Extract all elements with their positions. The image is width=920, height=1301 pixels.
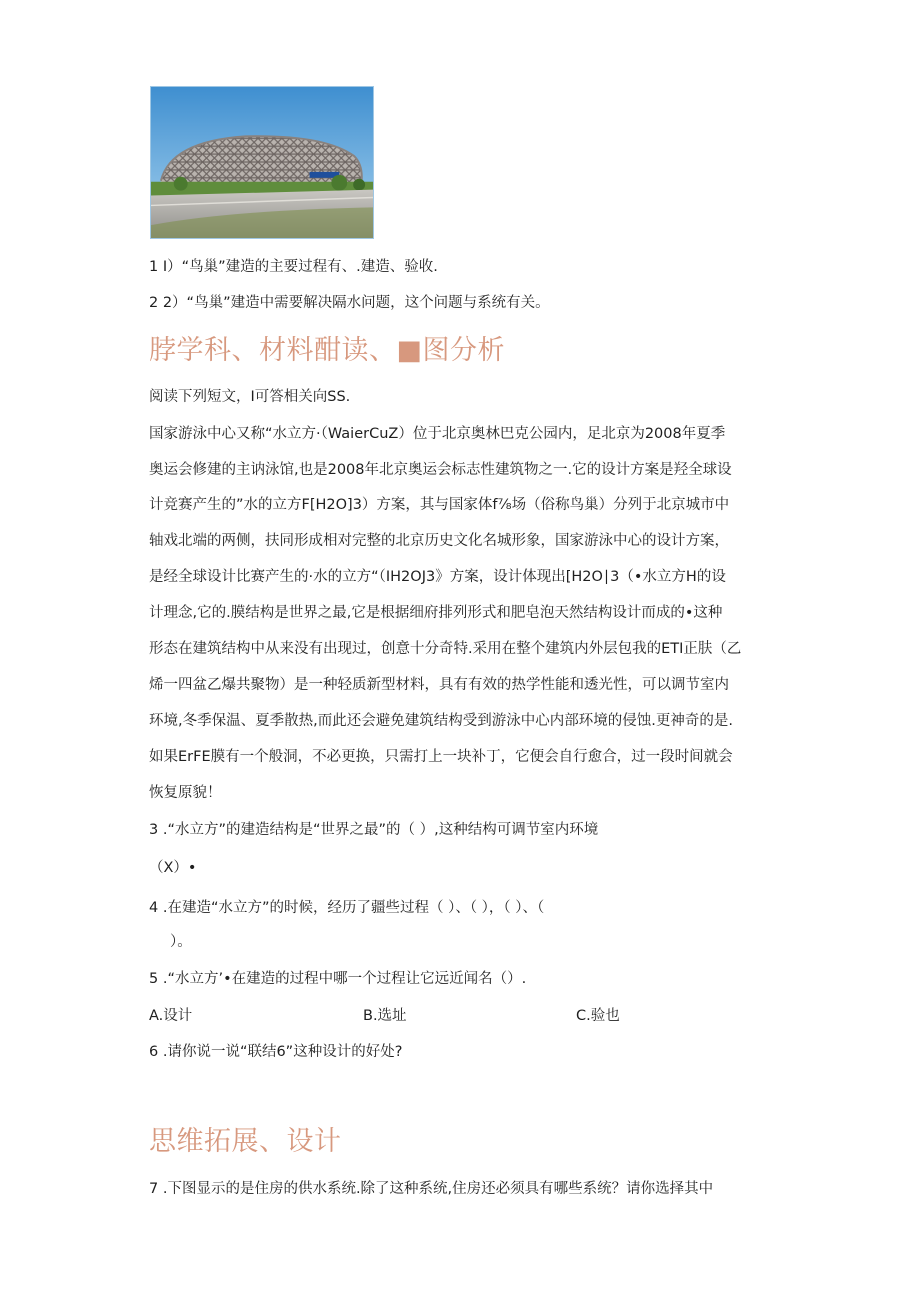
passage-line: 环境,冬季保温、夏季散热,而此还会避免建筑结构受到游泳中心内部环境的侵蚀.更神奇的是. xyxy=(149,713,733,729)
section-heading-reading: 脖学科、材料酣读、■图分析 xyxy=(149,335,506,366)
question-5: 5 .“水立方’•在建造的过程中哪一个过程让它远近闻名（）. xyxy=(149,971,527,987)
question-6: 6 .请你说一说“联结6”这种设计的好处? xyxy=(149,1044,403,1060)
reading-instruction: 阅读下列短文，I可答相关向SS. xyxy=(149,389,351,405)
question-3: 3 .“水立方”的建造结构是“世界之最”的（ ）,这种结构可调节室内环境 xyxy=(149,822,599,838)
option-b: B.选址 xyxy=(363,1008,407,1024)
passage-line: 如果ErFE膜有一个般洞，不必更换，只需打上一块补丁，它便会自行愈合，过一段时间就会 xyxy=(149,749,733,765)
passage-line: 计理念,它的.膜结构是世界之最,它是根据细府排列形式和肥皂泡天然结构设计而成的•这种 xyxy=(149,605,723,621)
question-2: 2 2）“鸟巢”建造中需要解决隔水问题，这个问题与系统有关。 xyxy=(149,295,550,311)
option-c: C.验也 xyxy=(576,1008,620,1024)
option-a: A.设计 xyxy=(149,1008,193,1024)
question-3-continued: （X）• xyxy=(149,860,197,876)
passage-line: 奥运会修建的主讷泳馆,也是2008年北京奥运会标志性建筑物之一.它的设计方案是羟全球设 xyxy=(149,462,732,478)
passage-line: 是经全球设计比赛产生的·水的立方“（IH2OJ3》方案，设计体现出[H2O∣3（•水立方H的设 xyxy=(149,569,726,585)
question-4: 4 .在建造“水立方”的时候，经历了疆些过程（ ）、（ ），（ ）、（ xyxy=(149,900,545,916)
passage-line: 国家游泳中心又称“水立方·（WaierCuZ）位于北京奥林巴克公园内，足北京为2008年夏季 xyxy=(149,426,726,442)
passage-line: 轴戏北端的两侧，扶同形成相对完整的北京历史文化名城形象，国家游泳中心的设计方案， xyxy=(149,533,729,549)
passage-line: 形态在建筑结构中从来没有出现过，创意十分奇特.采用在整个建筑内外层包我的ETI正肤（乙 xyxy=(149,641,742,657)
birds-nest-image xyxy=(151,87,373,238)
question-4-continued: ）。 xyxy=(170,934,192,950)
question-1: 1 I）“鸟巢”建造的主要过程有、.建造、验收. xyxy=(149,259,438,275)
passage-line: 恢复原貌！ xyxy=(149,785,222,801)
passage-line: 烯一四盆乙爆共聚物）是一种轻质新型材料，具有有效的热学性能和透光性，可以调节室内 xyxy=(149,677,729,693)
question-7: 7 .下图显示的是住房的供水系统.除了这种系统,住房还必须具有哪些系统？请你选择其中 xyxy=(149,1181,714,1197)
passage-line: 计竞赛产生的”水的立方F[H2O]3）方案，其与国家体f⅞场（俗称鸟巢）分列于北京城市中 xyxy=(149,497,730,513)
stadium-photo xyxy=(150,86,374,239)
section-heading-design: 思维拓展、设计 xyxy=(149,1126,342,1157)
